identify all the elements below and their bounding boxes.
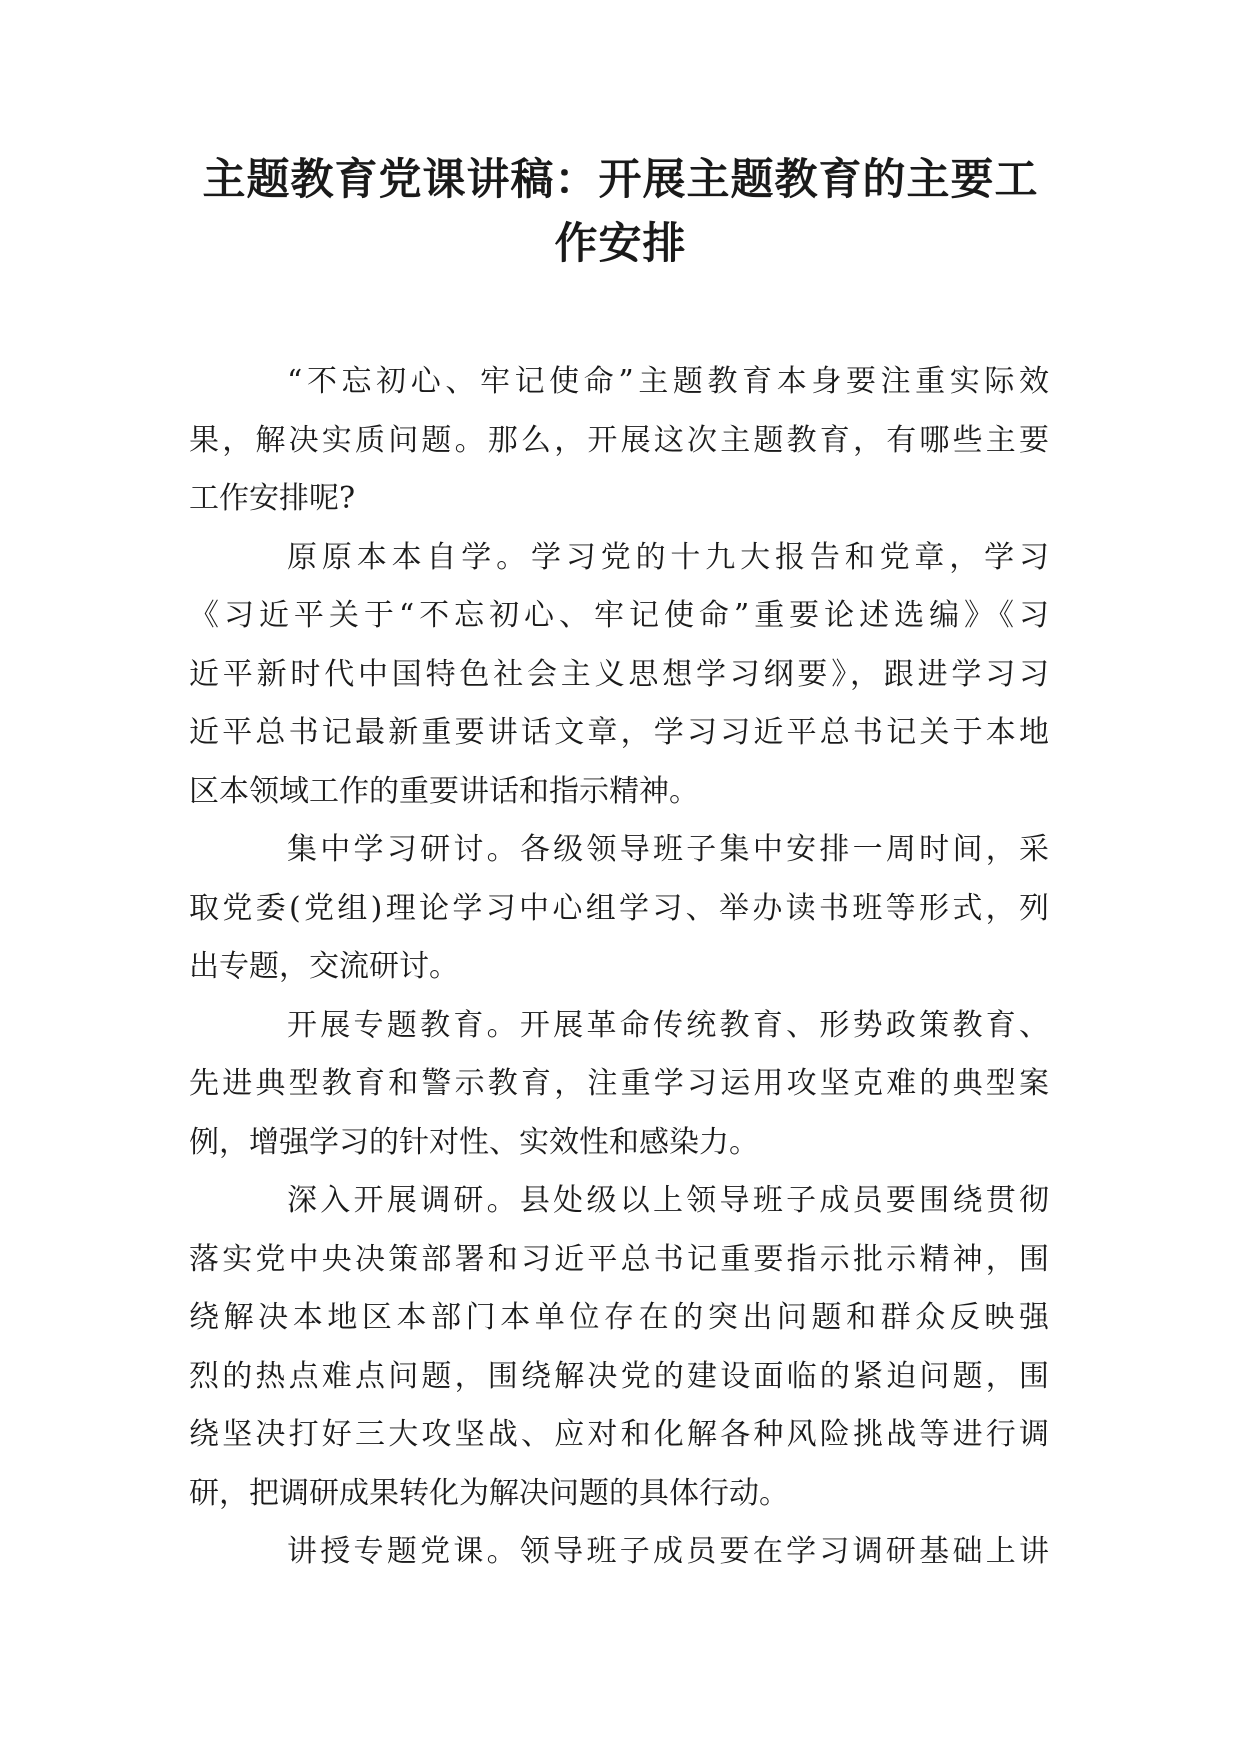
paragraph-line: 原原本本自学。学习党的十九大报告和党章，学习 — [287, 539, 1049, 575]
title-line: 主题教育党课讲稿：开展主题教育的主要工 — [202, 155, 1039, 205]
paragraph-line: “不忘初心、牢记使命”主题教育本身要注重实际效 — [287, 364, 1049, 399]
paragraph-line: 先进典型教育和警示教育，注重学习运用攻坚克难的典型案 — [189, 1066, 1049, 1101]
paragraph-line: 区本领域工作的重要讲话和指示精神。 — [189, 773, 699, 809]
document-body — [189, 353, 1049, 1582]
paragraph-line: 近平总书记最新重要讲话文章，学习习近平总书记关于本地 — [189, 715, 1049, 750]
paragraph-line: 讲授专题党课。领导班子成员要在学习调研基础上讲 — [287, 1534, 1049, 1569]
paragraph-line: 开展专题教育。开展革命传统教育、形势政策教育、 — [287, 1007, 1049, 1043]
paragraph-line: 烈的热点难点问题，围绕解决党的建设面临的紧迫问题，围 — [189, 1358, 1049, 1394]
title-line: 作安排 — [554, 219, 687, 269]
paragraph-line: 果，解决实质问题。那么，开展这次主题教育，有哪些主要 — [189, 422, 1049, 458]
paragraph-line: 研，把调研成果转化为解决问题的具体行动。 — [189, 1475, 789, 1511]
paragraph — [189, 821, 1049, 997]
paragraph — [189, 997, 1049, 1173]
paragraph-line: 绕解决本地区本部门本单位存在的突出问题和群众反映强 — [189, 1300, 1049, 1335]
paragraph-line: 集中学习研讨。各级领导班子集中安排一周时间，采 — [287, 832, 1049, 867]
paragraph-line: 落实党中央决策部署和习近平总书记重要指示批示精神，围 — [189, 1241, 1049, 1277]
paragraph-line: 绕坚决打好三大攻坚战、应对和化解各种风险挑战等进行调 — [189, 1417, 1049, 1452]
paragraph — [189, 1523, 1049, 1582]
paragraph — [189, 529, 1049, 822]
paragraph — [189, 1172, 1049, 1523]
paragraph-line: 取党委(党组)理论学习中心组学习、举办读书班等形式，列 — [189, 890, 1049, 926]
paragraph-line: 出专题，交流研讨。 — [189, 949, 459, 984]
paragraph-line: 例，增强学习的针对性、实效性和感染力。 — [189, 1124, 759, 1160]
paragraph-line: 深入开展调研。县处级以上领导班子成员要围绕贯彻 — [287, 1183, 1049, 1218]
paragraph — [189, 353, 1049, 529]
paragraph-line: 近平新时代中国特色社会主义思想学习纲要》，跟进学习习 — [189, 656, 1049, 692]
paragraph-line: 《习近平关于“不忘初心、牢记使命”重要论述选编》《习 — [189, 598, 1049, 633]
paragraph-line: 工作安排呢? — [189, 481, 356, 516]
document-title — [185, 148, 1056, 276]
